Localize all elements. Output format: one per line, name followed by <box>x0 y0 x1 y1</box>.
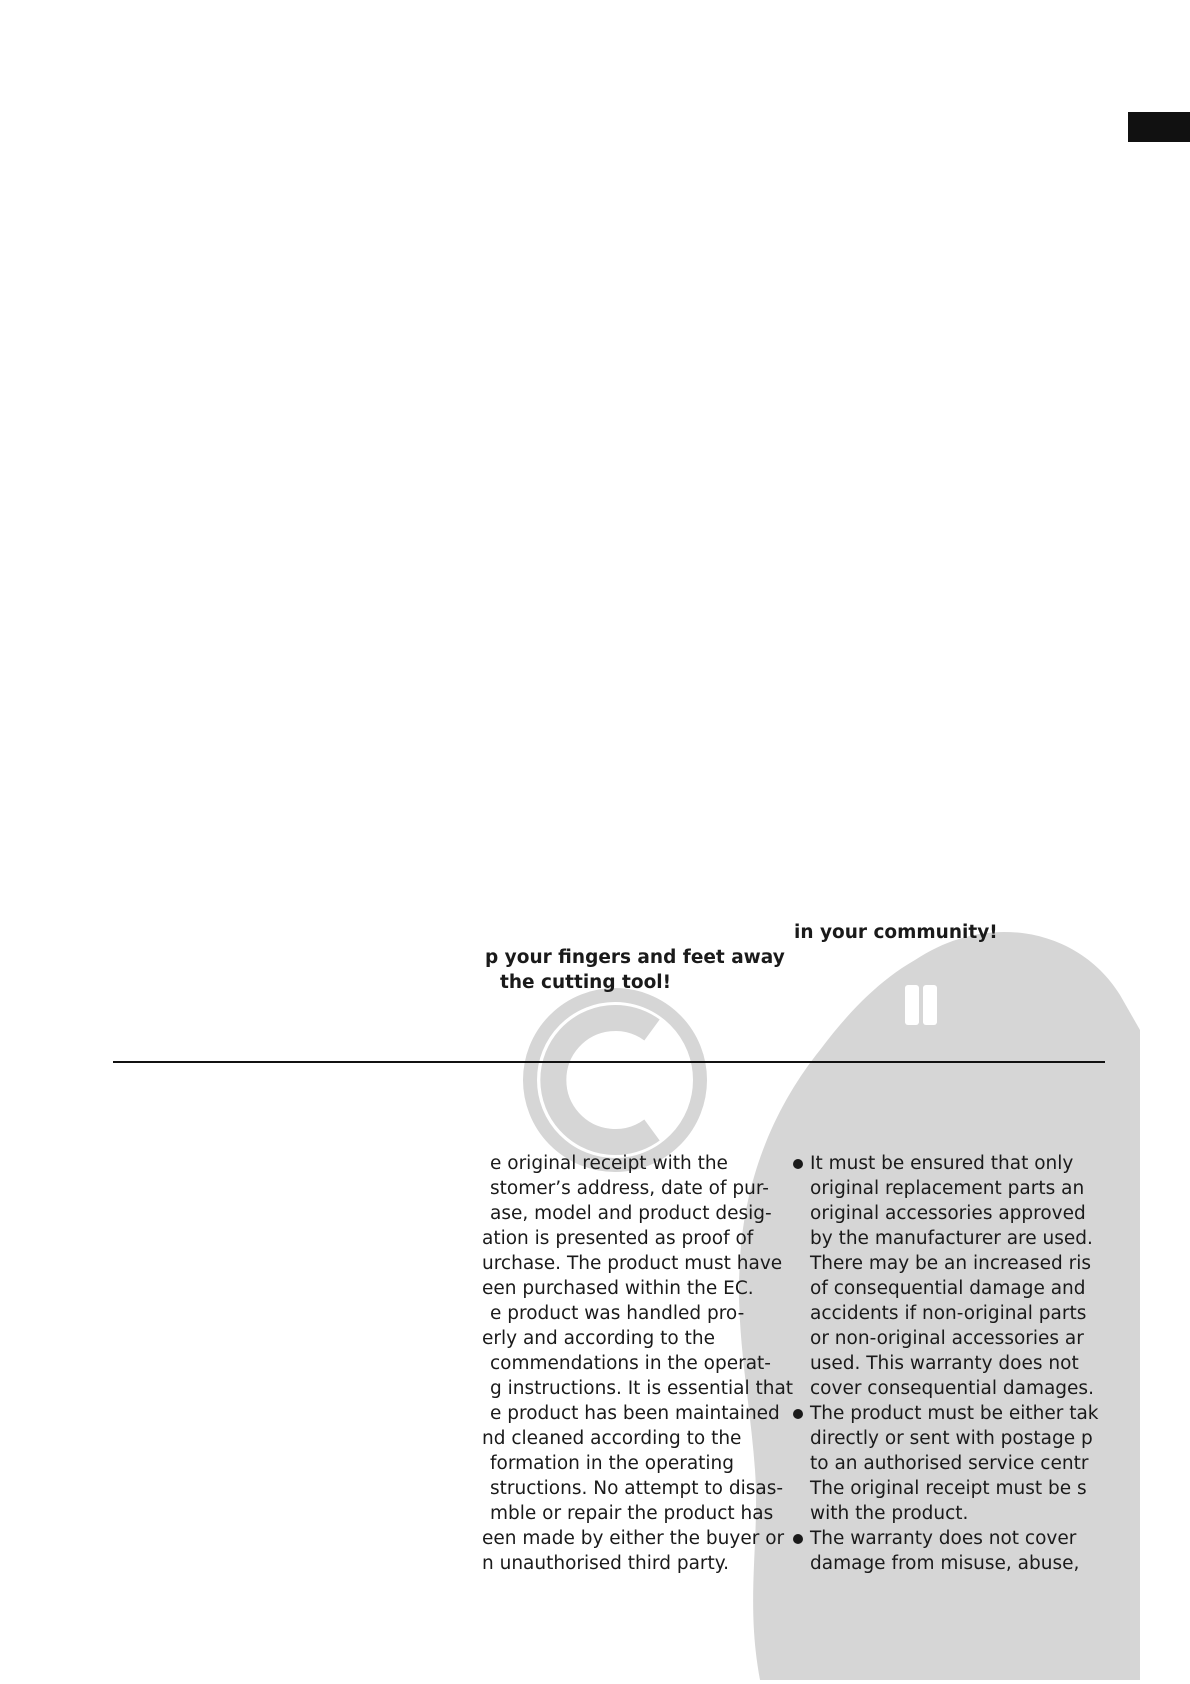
text-line: original replacement parts an <box>810 1178 1085 1199</box>
warning-community: in your community! <box>794 922 998 943</box>
text-line: g instructions. It is essential that <box>490 1378 794 1399</box>
text-line: There may be an increased ris <box>810 1253 1091 1274</box>
text-line: directly or sent with postage p <box>810 1428 1093 1449</box>
text-line: mble or repair the product has <box>490 1503 774 1524</box>
text-line: formation in the operating <box>490 1453 735 1474</box>
text-line: The original receipt must be s <box>810 1478 1087 1499</box>
bullet-item: The product must be either tak <box>810 1401 1110 1426</box>
text-line: e product has been maintained <box>490 1403 780 1424</box>
warning-line: p your fingers and feet away <box>485 947 785 968</box>
text-line: een purchased within the EC. <box>482 1278 754 1299</box>
text-line: to an authorised service centr <box>810 1453 1089 1474</box>
text-line: used. This warranty does not <box>810 1353 1079 1374</box>
warranty-conditions-left-column <box>482 1151 793 1576</box>
text-line: cover consequential damages. <box>810 1378 1094 1399</box>
text-line: ation is presented as proof of <box>482 1228 754 1249</box>
warning-line: the cutting tool! <box>500 972 672 993</box>
text-line: with the product. <box>810 1503 969 1524</box>
text-line: een made by either the buyer or <box>482 1528 785 1549</box>
text-line: accidents if non-original parts <box>810 1303 1087 1324</box>
bullet-item: The warranty does not cover <box>810 1526 1110 1551</box>
bullet-item: It must be ensured that only <box>810 1151 1110 1176</box>
text-line: erly and according to the <box>482 1328 715 1349</box>
text-line: commendations in the operat- <box>490 1353 771 1374</box>
text-line: nd cleaned according to the <box>482 1428 742 1449</box>
text-line: ase, model and product desig- <box>490 1203 772 1224</box>
text-line: e product was handled pro- <box>490 1303 745 1324</box>
text-line: urchase. The product must have <box>482 1253 783 1274</box>
text-line: of consequential damage and <box>810 1278 1086 1299</box>
text-line: n unauthorised third party. <box>482 1553 729 1574</box>
text-line: original accessories approved <box>810 1203 1086 1224</box>
warranty-conditions-right-column <box>810 1151 1110 1576</box>
section-divider <box>113 1061 1105 1063</box>
text-line: damage from misuse, abuse, <box>810 1553 1080 1574</box>
text-line: or non-original accessories ar <box>810 1328 1084 1349</box>
text-line: e original receipt with the <box>490 1153 728 1174</box>
warning-fingers <box>485 945 785 995</box>
black-tab-marker <box>1128 112 1190 142</box>
text-line: stomer’s address, date of pur- <box>490 1178 769 1199</box>
text-line: by the manufacturer are used. <box>810 1228 1093 1249</box>
text-line: structions. No attempt to disas- <box>490 1478 784 1499</box>
